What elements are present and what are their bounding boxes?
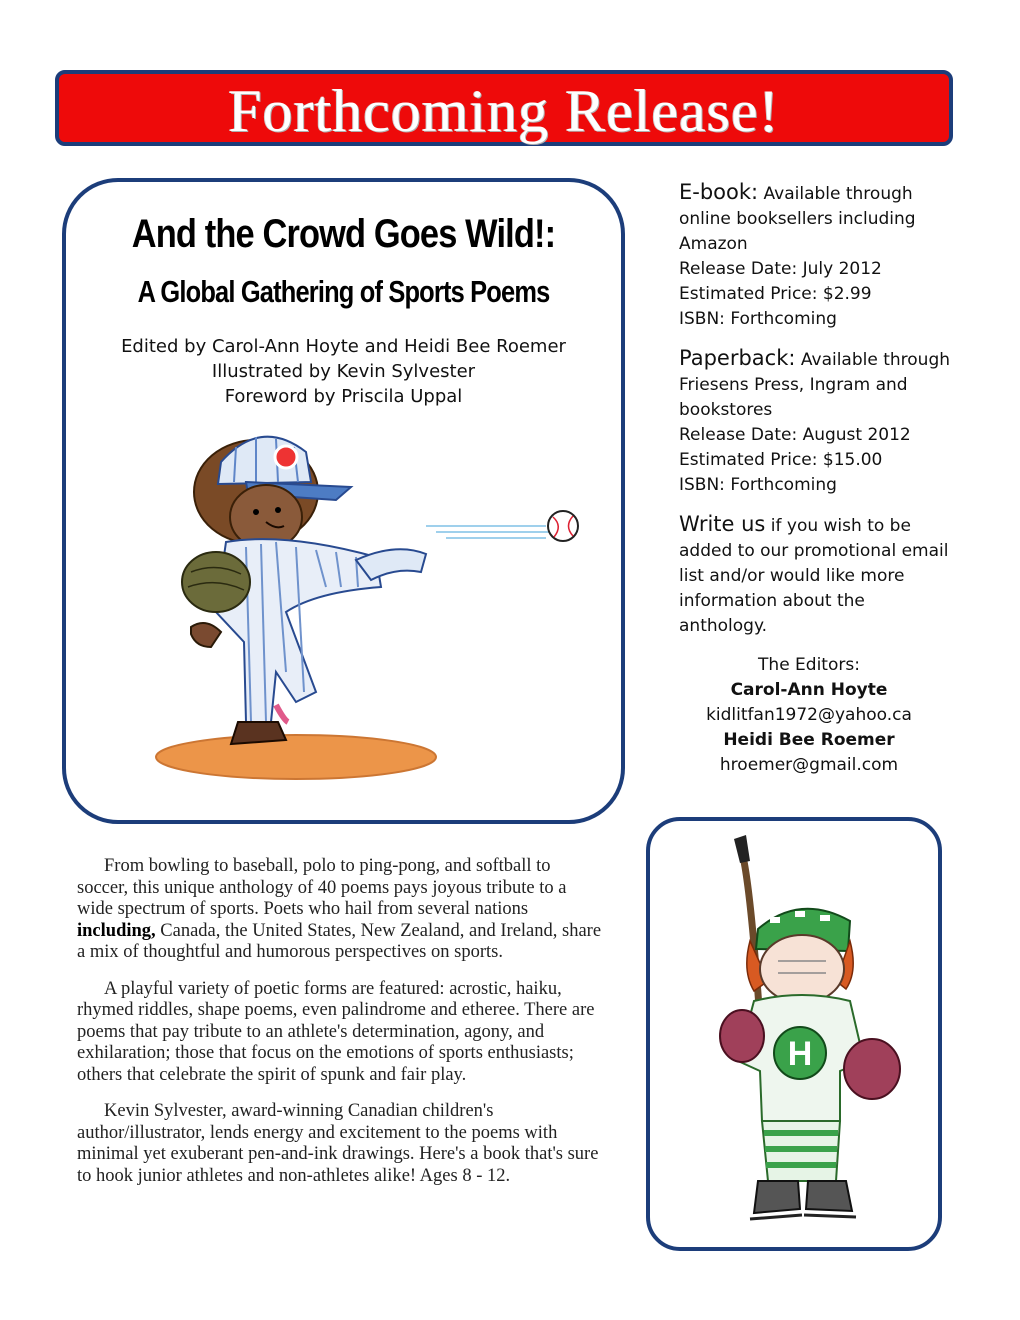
paperback-section [679,346,959,498]
description-p1-bold: including, [77,920,156,941]
contact-text-2: added to our promotional email [679,541,949,561]
banner-title: Forthcoming Release! [228,78,780,144]
baseball-pitcher-illustration [126,422,586,782]
ebook-label: E-book: [679,180,759,204]
editor-name-2: Heidi Bee Roemer [723,730,895,750]
contact-text-4: information about the [679,591,865,611]
release-banner [55,70,953,146]
paperback-availability-1: Available through [795,350,951,370]
editors-credit: Edited by Carol-Ann Hoyte and Heidi Bee Roemer [121,336,566,357]
contact-text-3: list and/or would like more [679,566,905,586]
hockey-player-panel [646,817,942,1251]
foreword-credit: Foreword by Priscila Uppal [224,386,463,407]
ebook-isbn: ISBN: Forthcoming [679,309,837,329]
jersey-letter-glyph: H [787,1035,813,1073]
contact-text-5: anthology. [679,616,767,636]
ebook-availability-1: Available through [758,184,913,204]
ebook-release-date: Release Date: July 2012 [679,259,882,279]
book-subtitle: A Global Gathering of Sports Poems [137,274,550,309]
editor-name-1: Carol-Ann Hoyte [730,680,888,700]
description-p1-text-end: Canada, the United States, New Zealand, and Ireland, share a mix of thoughtful and humorous perspectives on sports. [77,920,602,962]
illustrator-credit: Illustrated by Kevin Sylvester [211,361,476,382]
paperback-availability-2: Friesens Press, Ingram and [679,375,908,395]
description-paragraph-3: Kevin Sylvester, award-winning Canadian children's author/illustrator, lends energy and excitement to the poems with minimal yet exuberant pen-and-ink drawings. Here's a book that's sure to hook junior athletes and non-athletes alike! Ages 8 - 12. [77,1101,599,1186]
editors-heading: The Editors: [758,655,860,675]
paperback-release-date: Release Date: August 2012 [679,425,911,445]
editor-email-1[interactable]: kidlitfan1972@yahoo.ca [706,705,912,725]
hockey-player-illustration [650,821,938,1247]
description-p1-text: From bowling to baseball, polo to ping-pong, and softball to soccer, this unique anthology of 40 poems pays joyous tribute to a wide spectrum of sports. Poets who hail from several nations [77,856,567,919]
editors-contact [679,653,939,778]
ebook-availability-3: Amazon [679,234,748,254]
ebook-section [679,180,959,332]
description-paragraph-2: A playful variety of poetic forms are featured: acrostic, haiku, rhymed riddles, shape poems, even palindrome and etheree. There are poems that pay tribute to an athlete's determination, agony, and exhilaration; those that focus on the emotions of sports enthusiasts; others that celebrate the spirit of spunk and fair play. [77,978,595,1085]
paperback-availability-3: bookstores [679,400,773,420]
contact-label: Write us [679,512,766,536]
ebook-availability-2: online booksellers including [679,209,916,229]
paperback-isbn: ISBN: Forthcoming [679,475,837,495]
book-title: And the Crowd Goes Wild!: [131,212,556,256]
book-description [77,856,602,1202]
contact-text-1: if you wish to be [765,516,911,536]
description-paragraph-1 [77,856,602,964]
paperback-label: Paperback: [679,346,796,370]
release-info-sidebar [679,180,959,778]
paperback-price: Estimated Price: $15.00 [679,450,883,470]
book-cover-panel [62,178,625,824]
editor-email-2[interactable]: hroemer@gmail.com [719,755,899,775]
book-credits [66,334,621,409]
ebook-price: Estimated Price: $2.99 [679,284,872,304]
contact-section [679,512,959,639]
